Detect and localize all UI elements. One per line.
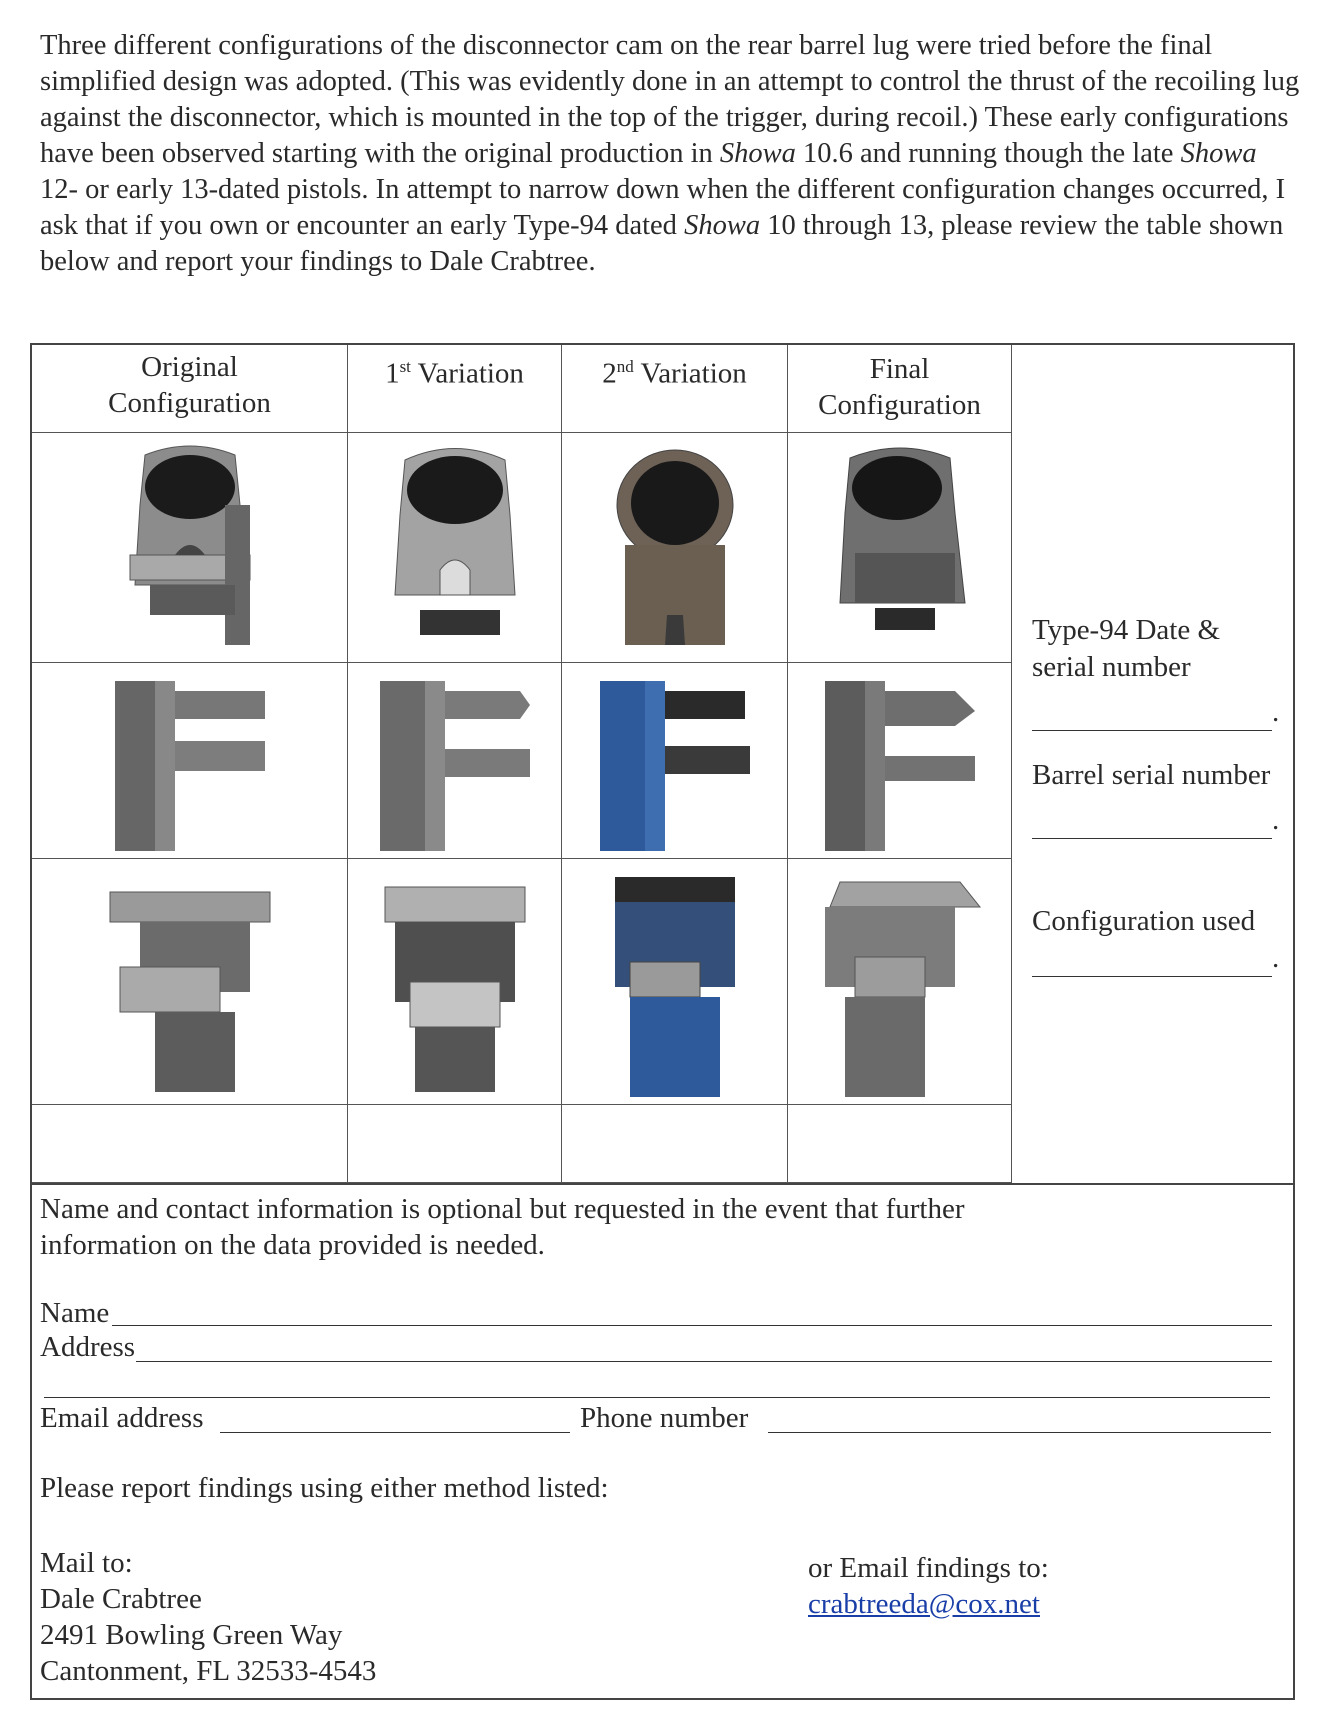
email-prompt: or Email findings to: xyxy=(808,1552,1049,1584)
header-original: Original Configuration xyxy=(32,345,348,433)
header-first-variation: 1st Variation xyxy=(348,345,562,433)
email-label: Email address xyxy=(40,1402,204,1434)
barrel-lug-bottom-icon xyxy=(100,872,280,1092)
mail-name: Dale Crabtree xyxy=(40,1583,202,1615)
photo-final-top xyxy=(788,433,1012,663)
contact-note: Name and contact information is optional but requested in the event that further information on the data provided is needed. xyxy=(40,1193,965,1261)
barrel-lug-side-icon xyxy=(105,671,275,851)
photo-original-side xyxy=(32,663,348,859)
spacer-cell xyxy=(562,1105,788,1183)
email-link[interactable]: crabtreeda@cox.net xyxy=(808,1588,1040,1620)
barrel-lug-top-icon xyxy=(380,445,530,650)
address-label: Address xyxy=(40,1331,136,1363)
intro-text-2: 10.6 and running though the late xyxy=(795,138,1181,169)
header-second-variation: 2nd Variation xyxy=(562,345,788,433)
barrel-lug-side-icon xyxy=(370,671,540,851)
intro-text-1: Three different configurations of the disconnector cam on the rear barrel lug were tried before the final simplified design was adopted. (This was evidently done in an attempt to control the thrust of the recoiling lug against the disconnector, which is mounted in the top of the trigger, during recoil.) These early configurations have been observed starting with the original production in xyxy=(40,30,1300,169)
phone-label: Phone number xyxy=(580,1402,749,1434)
spacer-cell xyxy=(348,1105,562,1183)
mail-to-label: Mail to: xyxy=(40,1547,133,1579)
photo-original-top xyxy=(32,433,348,663)
config-used-field: Configuration used . xyxy=(1032,903,1287,977)
mail-street: 2491 Bowling Green Way xyxy=(40,1619,343,1651)
mail-address-block xyxy=(40,1545,376,1689)
showa-italic: Showa xyxy=(1180,138,1257,169)
barrel-lug-top-icon xyxy=(605,445,745,650)
header-final: Final Configuration xyxy=(788,345,1012,433)
photo-second-side xyxy=(562,663,788,859)
showa-italic: Showa xyxy=(684,210,761,241)
photo-first-top xyxy=(348,433,562,663)
config-used-label: Configuration used xyxy=(1032,905,1256,937)
intro-text-4: 10 through 13, please review the table shown below and report your findings to Dale Crabtree. xyxy=(40,210,1284,277)
name-label: Name xyxy=(40,1297,110,1329)
email-field[interactable] xyxy=(220,1432,570,1433)
report-table xyxy=(30,343,1295,1700)
phone-field[interactable] xyxy=(768,1432,1271,1433)
spacer-cell xyxy=(32,1105,348,1183)
contact-section xyxy=(32,1183,1293,1702)
name-field[interactable] xyxy=(112,1325,1272,1326)
photo-final-side xyxy=(788,663,1012,859)
mail-city: Cantonment, FL 32533-4543 xyxy=(40,1655,377,1687)
barrel-lug-bottom-icon xyxy=(370,872,540,1092)
date-serial-label: Type-94 Date & serial number xyxy=(1032,614,1221,683)
barrel-lug-bottom-icon xyxy=(810,867,990,1097)
showa-italic: Showa xyxy=(719,138,796,169)
photo-final-bottom xyxy=(788,859,1012,1105)
barrel-lug-bottom-icon xyxy=(600,867,750,1097)
report-instructions: Please report findings using either method listed: xyxy=(40,1472,609,1504)
photo-first-bottom xyxy=(348,859,562,1105)
photo-original-bottom xyxy=(32,859,348,1105)
barrel-serial-label: Barrel serial number xyxy=(1032,759,1271,791)
barrel-serial-field: Barrel serial number . xyxy=(1032,757,1282,839)
email-block xyxy=(808,1550,1049,1622)
barrel-lug-top-icon xyxy=(115,445,265,650)
barrel-lug-side-icon xyxy=(815,671,985,851)
barrel-serial-blank[interactable] xyxy=(1032,814,1272,839)
address-field[interactable] xyxy=(136,1361,1272,1362)
date-serial-field: Type-94 Date & serial number . xyxy=(1032,612,1282,731)
config-used-blank[interactable] xyxy=(1032,952,1272,977)
photo-second-bottom xyxy=(562,859,788,1105)
barrel-lug-side-icon xyxy=(590,671,760,851)
intro-text-3: 12- or early 13-dated pistols. In attempt to narrow down when the different configuration changes occurred, I ask that if you own or encounter an early Type-94 dated xyxy=(40,174,1286,241)
spacer-cell xyxy=(788,1105,1012,1183)
address-field-line-2[interactable] xyxy=(44,1397,1270,1398)
date-serial-blank[interactable] xyxy=(1032,706,1272,731)
photo-second-top xyxy=(562,433,788,663)
barrel-lug-top-icon xyxy=(825,443,975,653)
intro-paragraph xyxy=(40,28,1300,280)
photo-first-side xyxy=(348,663,562,859)
